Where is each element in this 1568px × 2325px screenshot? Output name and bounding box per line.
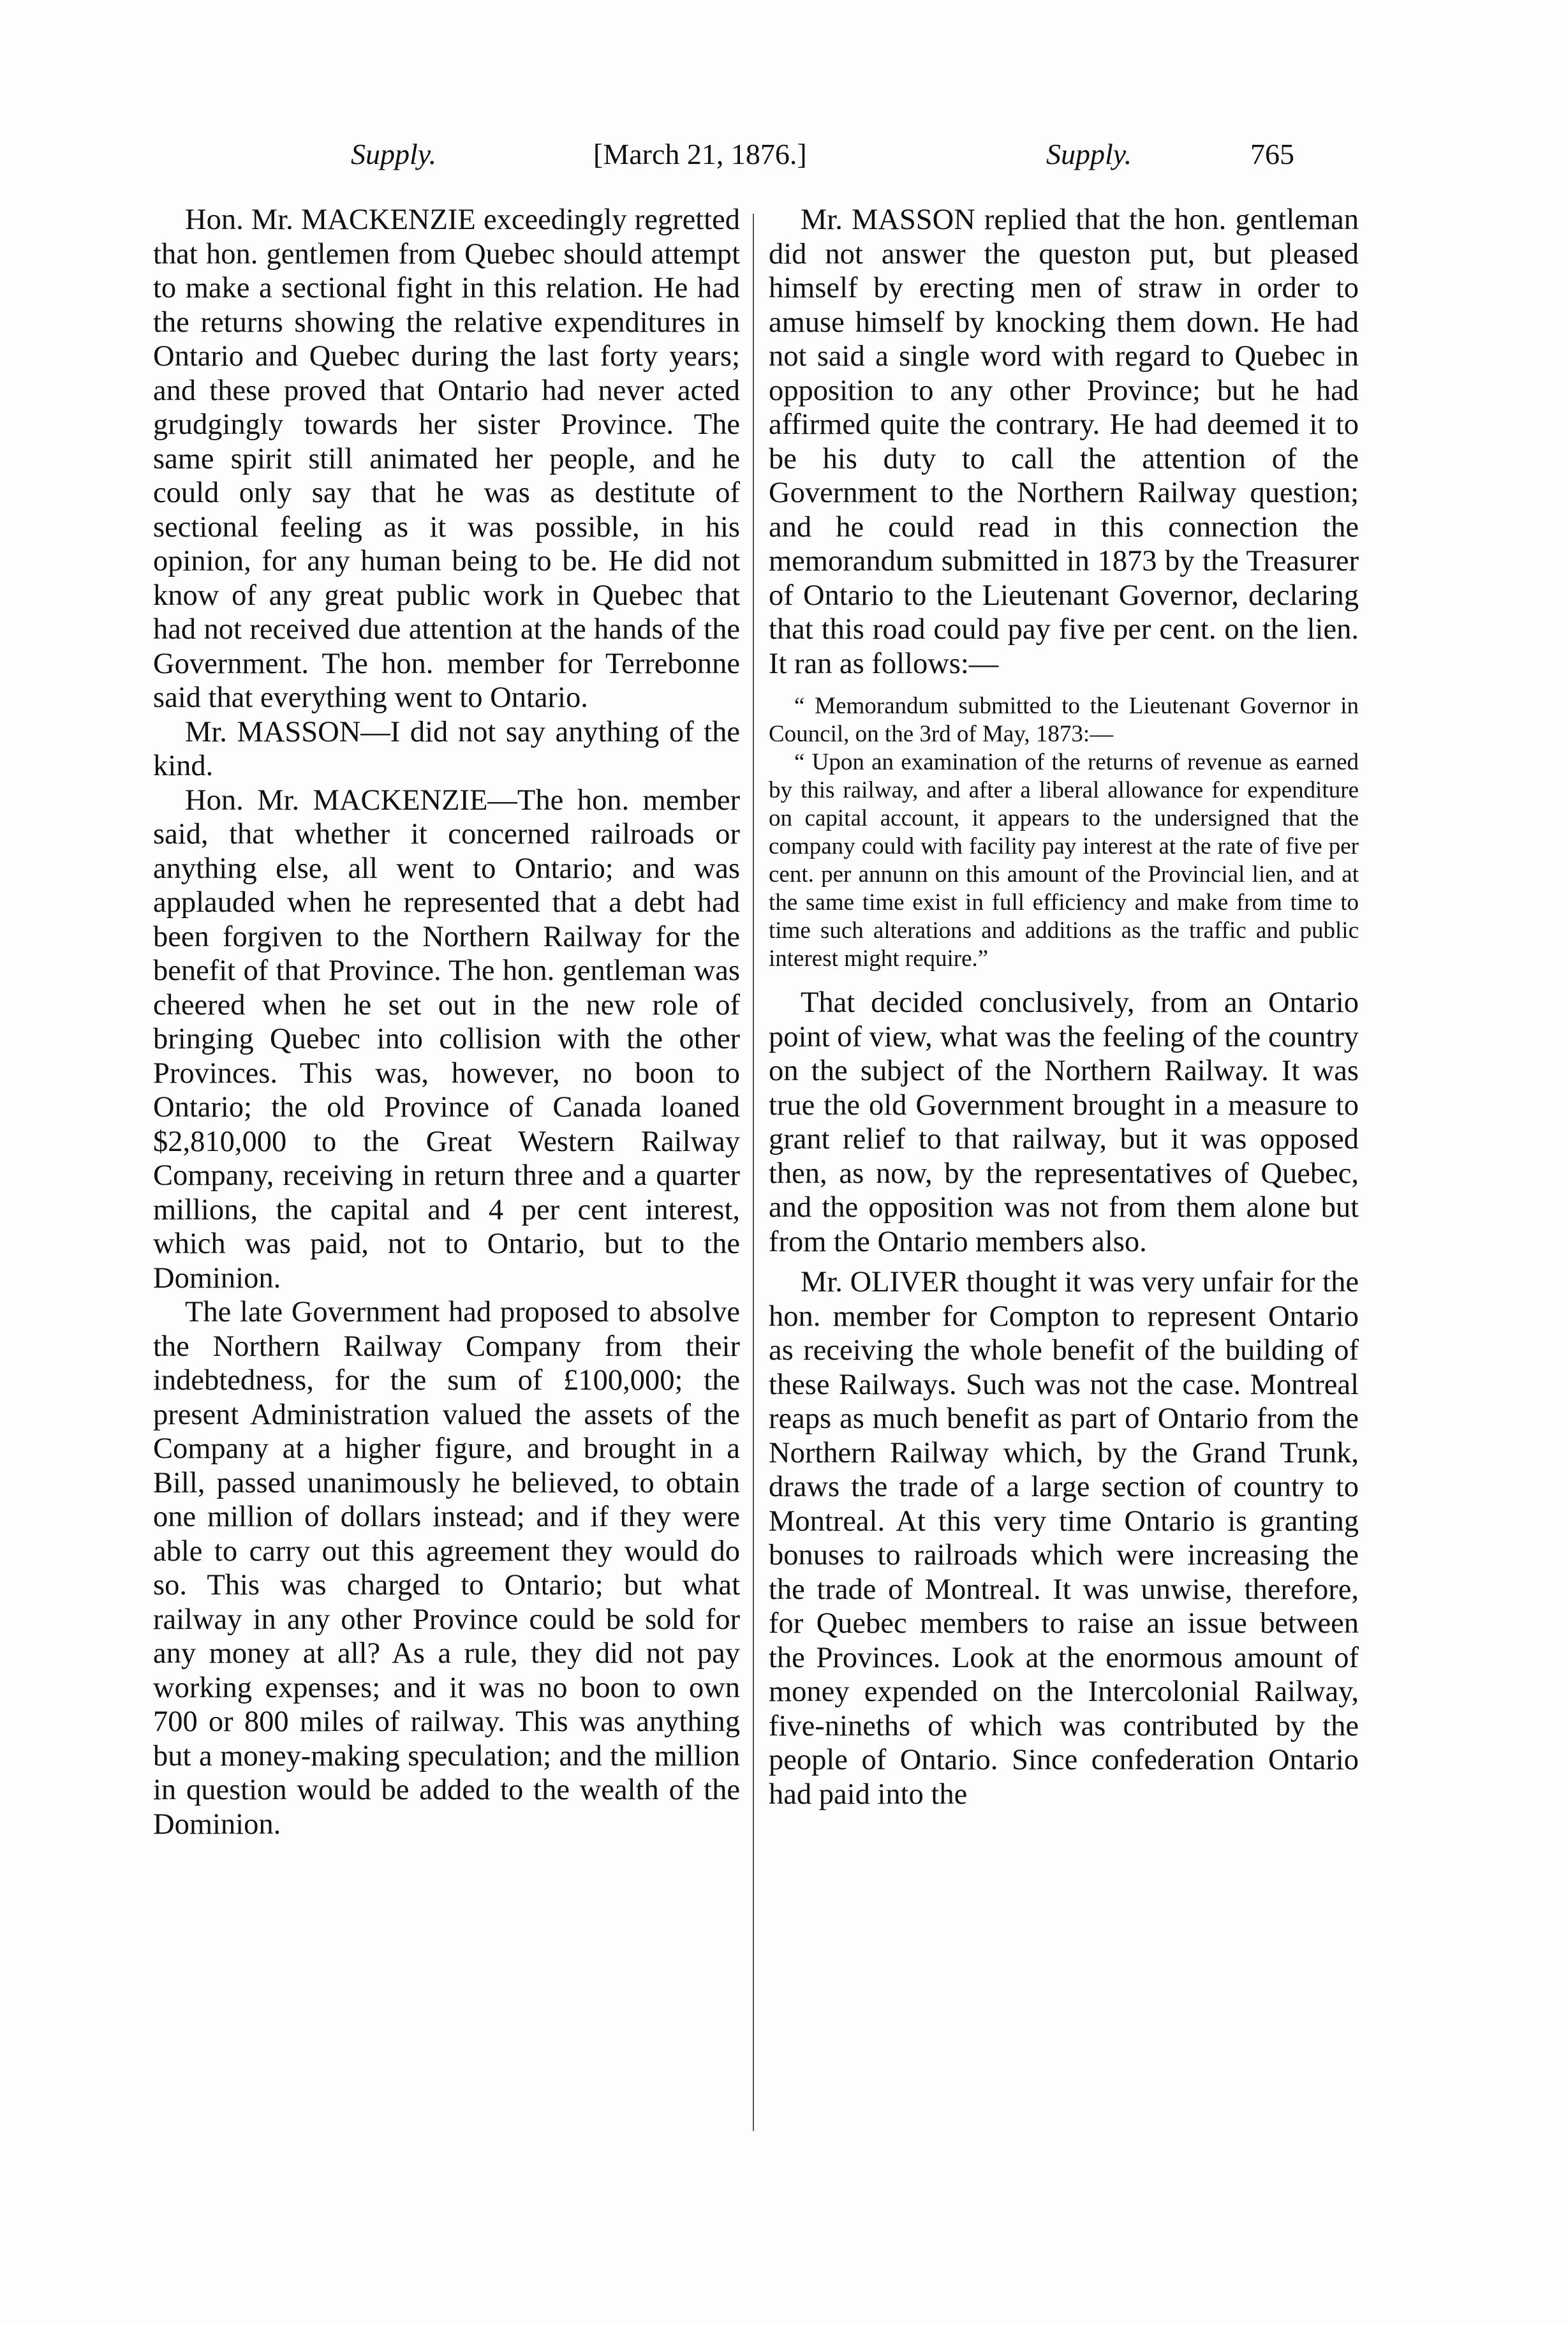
- memorandum-body: “ Upon an examination of the returns of revenue as earned by this railway, and after a liberal allowance for expenditure on capital account, it appears to the undersigned that the company could with facility pay interest at the rate of five per cent. per annunn on this amount of the Provincial lien, and at the same time exist in full efficiency and make from time to time such alterations and additions as the traffic and public interest might require.”: [769, 749, 1359, 972]
- page-header: [153, 137, 1391, 182]
- paragraph-mackenzie-2: Hon. Mr. MACKENZIE—The hon. member said, that whether it concerned railroads or anything else, all went to Ontario; and was applauded when he represented that a debt had been forgiven to the Northern Railway for the benefit of that Province. The hon. gentleman was cheered when he set out in the new role of bringing Quebec into collision with the other Provinces. This was, however, no boon to Ontario; the old Province of Canada loaned $2,810,000 to the Great Western Railway Company, receiving in return three and a quarter millions, the capital and 4 per cent interest, which was paid, not to Ontario, but to the Dominion.: [153, 784, 740, 1295]
- header-section-left: Supply.: [351, 138, 437, 170]
- paragraph-conclusion: That decided conclusively, from an Ontario point of view, what was the feeling of the country on the subject of the Northern Railway. It was true the old Government brought in a measure to grant relief to that railway, but it was opposed then, as now, by the representatives of Quebec, and the opposition was not from them alone but from the Ontario members also.: [769, 986, 1359, 1258]
- header-date: [March 21, 1876.]: [593, 138, 807, 170]
- paragraph-mackenzie-1: Hon. Mr. MACKENZIE exceedingly regretted that hon. gentlemen from Quebec should attempt to make a sectional fight in this relation. He had the returns showing the relative expenditures in Ontario and Quebec during the last forty years; and these proved that Ontario had never acted grudgingly towards her sister Province. The same spirit still animated her people, and he could only say that he was as destitute of sectional feeling as it was possible, in his opinion, for any human being to be. He did not know of any great public work in Quebec that had not received due attention at the hands of the Government. The hon. member for Terrebonne said that everything went to Ontario.: [153, 204, 740, 714]
- paragraph-masson-interjection: Mr. MASSON—I did not say anything of the kind.: [153, 715, 740, 782]
- memorandum-intro: “ Memorandum submitted to the Lieutenant Governor in Council, on the 3rd of May, 1873:—: [769, 693, 1359, 747]
- page-number: 765: [1250, 138, 1294, 170]
- column-divider: [753, 214, 754, 2131]
- left-column: [153, 203, 740, 1841]
- memorandum-quote: [769, 692, 1359, 973]
- header-section-right: Supply.: [1046, 138, 1132, 170]
- paragraph-masson-reply: Mr. MASSON replied that the hon. gentleman did not answer the queston put, but pleased himself by erecting men of straw in order to amuse himself by knocking them down. He had not said a single word with regard to Quebec in opposition to any other Province; but he had affirmed quite the contrary. He had deemed it to be his duty to call the attention of the Government to the Northern Railway question; and he could read in this connection the memorandum submitted in 1873 by the Treasurer of Ontario to the Lieutenant Governor, declaring that this road could pay five per cent. on the lien. It ran as follows:—: [769, 204, 1359, 680]
- right-column: [769, 203, 1359, 1811]
- paragraph-late-government: The late Government had proposed to absolve the Northern Railway Company from their indebtedness, for the sum of £100,000; the present Administration valued the assets of the Company at a higher figure, and brought in a Bill, passed unanimously he believed, to obtain one million of dollars instead; and if they were able to carry out this agreement they would do so. This was charged to Ontario; but what railway in any other Province could be sold for any money at all? As a rule, they did not pay working expenses; and it was no boon to own 700 or 800 miles of railway. This was anything but a money-making speculation; and the million in question would be added to the wealth of the Dominion.: [153, 1296, 740, 1841]
- paragraph-oliver: Mr. OLIVER thought it was very unfair for the hon. member for Compton to represent Ontario as receiving the whole benefit of the building of these Railways. Such was not the case. Montreal reaps as much benefit as part of Ontario from the Northern Railway which, by the Grand Trunk, draws the trade of a large section of country to Montreal. At this very time Ontario is granting bonuses to railroads which were increasing the the trade of Montreal. It was unwise, therefore, for Quebec members to raise an issue between the Provinces. Look at the enormous amount of money expended on the Intercolonial Railway, five-nineths of which was contributed by the people of Ontario. Since confederation Ontario had paid into the: [769, 1266, 1359, 1811]
